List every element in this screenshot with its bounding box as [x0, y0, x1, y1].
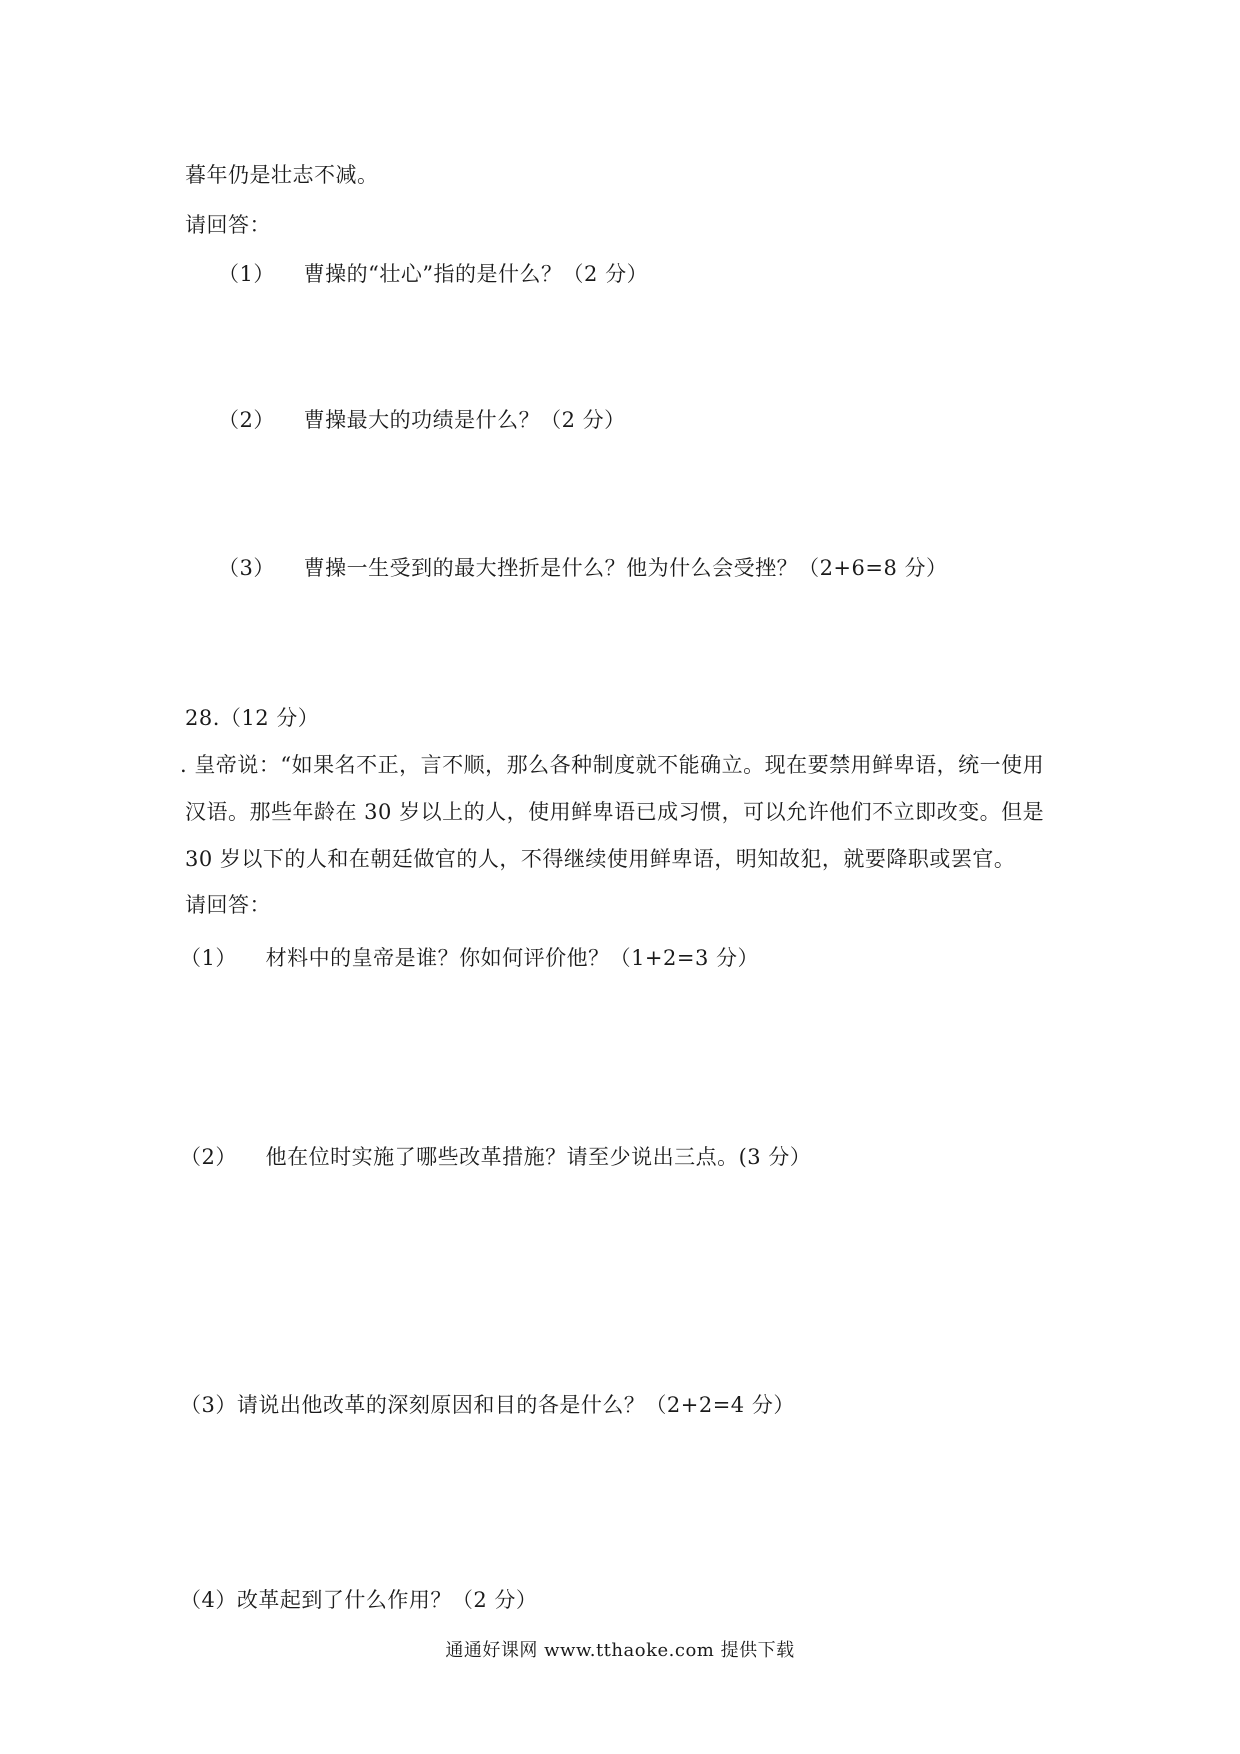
material-line-1: . 皇帝说：“如果名不正，言不顺，那么各种制度就不能确立。现在要禁用鲜卑语，统一使用 — [180, 753, 1045, 777]
sub-question-3 — [218, 553, 948, 583]
sub-question-text: 他在位时实施了哪些改革措施？请至少说出三点。(3 分） — [265, 1145, 812, 1169]
sub-question-1 — [218, 259, 648, 289]
sub-question-number: （3） — [180, 1393, 237, 1417]
sub-question-number: （2） — [180, 1145, 237, 1169]
answer-prompt: 请回答： — [185, 213, 271, 237]
page-footer: 通通好课网 www.tthaoke.com 提供下载 — [445, 1640, 795, 1661]
sub-question-text: 改革起到了什么作用？（2 分） — [236, 1588, 538, 1612]
sub-question-text: 材料中的皇帝是谁？你如何评价他？（1+2=3 分） — [265, 946, 760, 970]
sub-question-number: （1） — [180, 946, 237, 970]
answer-prompt: 请回答： — [185, 893, 271, 917]
sub-question-2 — [218, 405, 626, 435]
sub-question-number: （3） — [218, 556, 275, 580]
sub-question-1 — [180, 943, 759, 973]
sub-question-number: （2） — [218, 408, 275, 432]
sub-question-text: 曹操的“壮心”指的是什么？（2 分） — [303, 262, 649, 286]
sub-question-2 — [180, 1142, 811, 1172]
sub-question-4 — [180, 1585, 537, 1615]
material-line-2: 汉语。那些年龄在 30 岁以上的人，使用鲜卑语已成习惯，可以允许他们不立即改变。但是 — [185, 800, 1045, 824]
question-heading: 28.（12 分） — [185, 706, 320, 730]
sub-question-text: 曹操最大的功绩是什么？（2 分） — [303, 408, 626, 432]
sub-question-number: （1） — [218, 262, 275, 286]
sub-question-text: 曹操一生受到的最大挫折是什么？他为什么会受挫？（2+6=8 分） — [303, 556, 948, 580]
material-line-3: 30 岁以下的人和在朝廷做官的人，不得继续使用鲜卑语，明知故犯，就要降职或罢官。 — [185, 847, 1016, 871]
sub-question-3 — [180, 1390, 795, 1420]
material-continuation: 暮年仍是壮志不减。 — [185, 163, 379, 187]
sub-question-number: （4） — [180, 1588, 237, 1612]
sub-question-text: 请说出他改革的深刻原因和目的各是什么？（2+2=4 分） — [236, 1393, 795, 1417]
